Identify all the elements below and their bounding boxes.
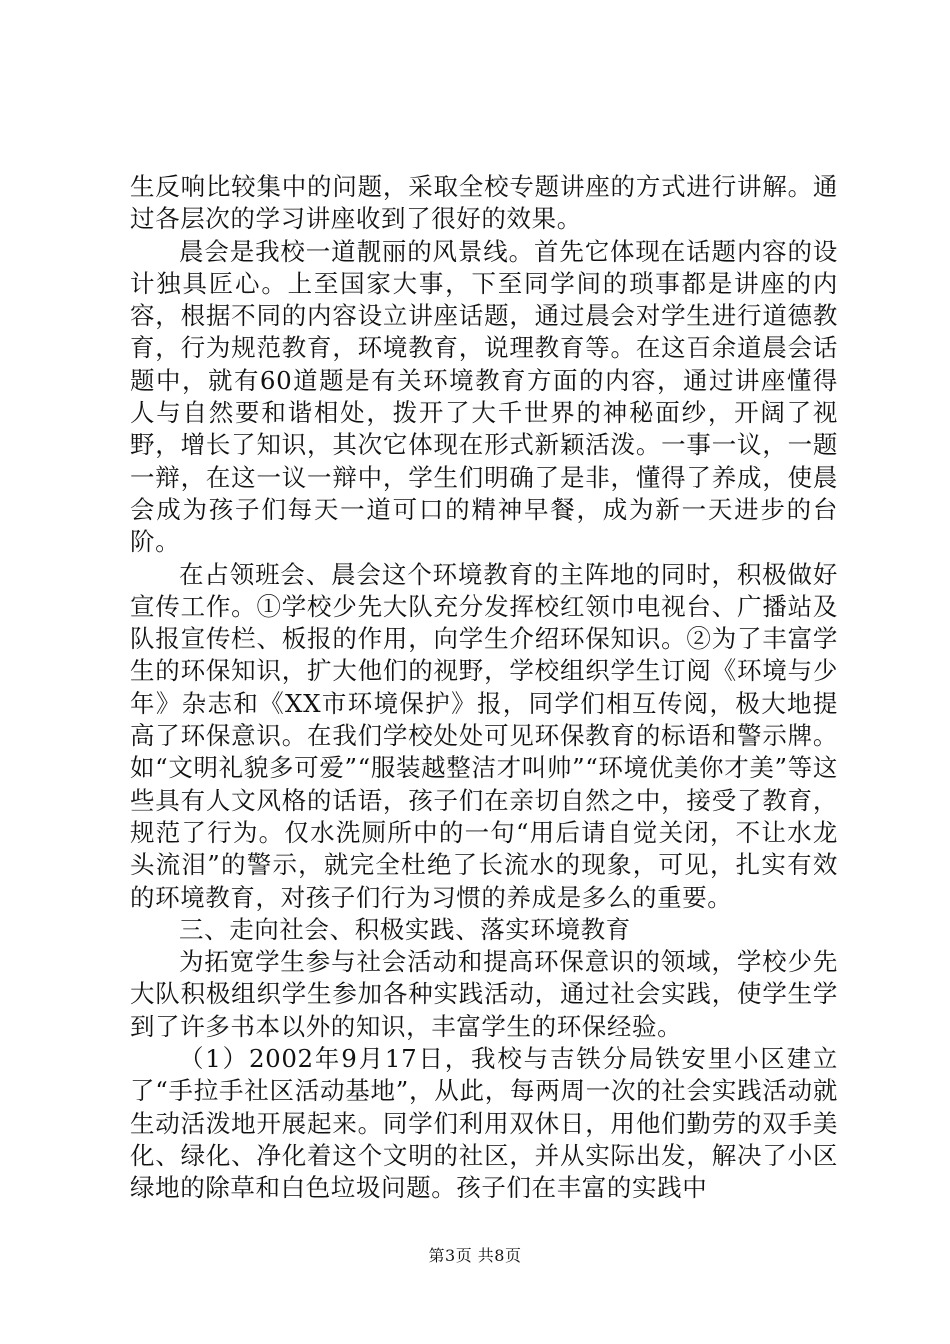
document-body — [130, 171, 838, 1205]
page-number-footer: 第3页 共8页 — [428, 1246, 522, 1265]
paragraph-morning-meeting: 晨会是我校一道靓丽的风景线。首先它体现在话题内容的设计独具匠心。上至国家大事，下至同学间的琐事都是讲座的内容，根据不同的内容设立讲座话题，通过晨会对学生进行道德教育，行为规范教育，环境教育，说理教育等。在这百余道晨会话题中，就有60道题是有关环境教育方面的内容，通过讲座懂得人与自然要和谐相处，拨开了大千世界的神秘面纱，开阔了视野，增长了知识，其次它体现在形式新颖活泼。一事一议，一题一辩，在这一议一辩中，学生们明确了是非，懂得了养成，使晨会成为孩子们每天一道可口的精神早餐，成为新一天进步的台阶。 — [130, 236, 838, 557]
section-heading: 三、走向社会、积极实践、落实环境教育 — [179, 914, 631, 944]
paragraph-community-base: （1）2002年9月17日，我校与吉铁分局铁安里小区建立了“手拉手社区活动基地”，从此，每两周一次的社会实践活动就生动活泼地开展起来。同学们利用双休日，用他们勤劳的双手美化、绿化、净化着这个文明的社区，并从实际出发，解决了小区绿地的除草和白色垃圾问题。孩子们在丰富的实践中 — [130, 1044, 838, 1203]
paragraph-continued: 生反响比较集中的问题，采取全校专题讲座的方式进行讲解。通过各层次的学习讲座收到了很好的效果。 — [130, 172, 838, 234]
paragraph-publicity: 在占领班会、晨会这个环境教育的主阵地的同时，积极做好宣传工作。①学校少先大队充分发挥校红领巾电视台、广播站及队报宣传栏、板报的作用，向学生介绍环保知识。②为了丰富学生的环保知识，扩大他们的视野，学校组织学生订阅《环境与少年》杂志和《XX市环境保护》报，同学们相互传阅，极大地提高了环保意识。在我们学校处处可见环保教育的标语和警示牌。如“文明礼貌多可爱”“服装越整洁才叫帅”“环境优美你才美”等这些具有人文风格的话语，孩子们在亲切自然之中，接受了教育，规范了行为。仅水洗厕所中的一句“用后请自觉关闭，不让水龙头流泪”的警示，就完全杜绝了长流水的现象，可见，扎实有效的环境教育，对孩子们行为习惯的养成是多么的重要。 — [130, 559, 838, 912]
paragraph-social-practice: 为拓宽学生参与社会活动和提高环保意识的领域，学校少先大队积极组织学生参加各种实践活动，通过社会实践，使学生学到了许多书本以外的知识，丰富学生的环保经验。 — [130, 947, 838, 1041]
